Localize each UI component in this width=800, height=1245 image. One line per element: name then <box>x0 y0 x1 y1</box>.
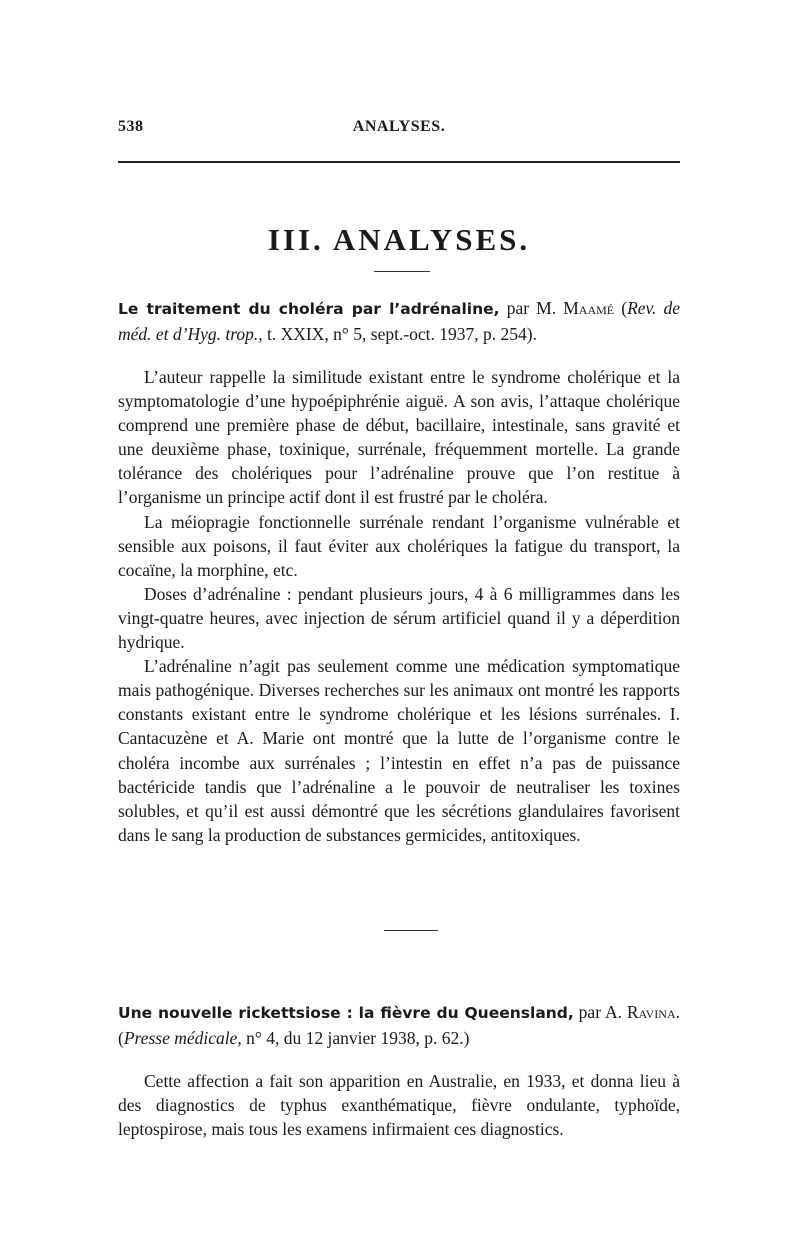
header-rule <box>118 161 680 163</box>
paragraph: Cette affection a fait son apparition en Australie, en 1933, et donna lieu à des diagnostics de typhus exanthématique, fièvre ondulante, typhoïde, leptospirose, mais tous les examens infirmaient ces diagnostics. <box>118 1071 680 1140</box>
article-reference <box>118 1000 680 1051</box>
article-open-paren: . ( <box>118 1002 680 1048</box>
article-reference <box>118 296 680 347</box>
running-title: ANALYSES. <box>352 118 446 135</box>
article-1 <box>118 296 680 847</box>
article-details: t. XXIX, n° 5, sept.-oct. 1937, p. 254). <box>267 324 537 344</box>
article-author: Maamé <box>563 298 615 318</box>
article-title: Une nouvelle rickettsiose : la fièvre du Queensland, <box>118 1004 574 1022</box>
paragraph: L’adrénaline n’agit pas seulement comme une médication symptomatique mais pathogénique. Diverses recherches sur les animaux ont montré les rapports constants existant entre le syndrome cholérique et les lésions surrénales. I. Cantacuzène et A. Marie ont montré que la lutte de l’organisme contre le choléra incombe aux surrénales ; l’intestin en effet n’a pas de puissance bactéricide tandis que l’adrénaline a le pouvoir de neutraliser les toxines solubles, et qu’il est aussi démontré que les sécrétions glandulaires favorisent dans le sang la production de substances germicides, antitoxiques. <box>118 656 680 845</box>
running-head <box>118 118 680 144</box>
article-author: Ravina <box>626 1002 676 1022</box>
article-divider <box>384 930 438 931</box>
article-body <box>118 1069 680 1141</box>
article-journal: Presse médicale, <box>123 1028 242 1048</box>
paragraph: La méiopragie fonctionnelle surrénale rendant l’organisme vulnérable et sensible aux poisons, il faut éviter aux cholériques la fatigue du transport, la cocaïne, la morphine, etc. <box>118 511 680 580</box>
article-details: n° 4, du 12 janvier 1938, p. 62.) <box>246 1028 470 1048</box>
article-2 <box>118 1000 680 1141</box>
article-open-paren: ( <box>621 298 628 318</box>
article-by: par M. <box>506 298 557 318</box>
page-number: 538 <box>118 118 144 135</box>
section-divider <box>374 271 430 272</box>
paragraph: L’auteur rappelle la similitude existant entre le syndrome cholérique et la symptomatologie d’une hypoépiphrénie aiguë. A son avis, l’attaque cholérique comprend une première phase de début, bacillaire, intestinale, sans gravité et une deuxième phase, toxinique, surrénale, fréquemment mortelle. La grande tolérance des cholériques pour l’adrénaline prouve que l’on restitue à l’organisme un principe actif dont il est frustré par le choléra. <box>118 367 680 508</box>
section-title: III. ANALYSES. <box>267 222 531 257</box>
article-author-initial: A. <box>604 1002 622 1022</box>
article-journal: Rev. de méd. et d’Hyg. trop., <box>118 298 681 344</box>
paragraph: Doses d’adrénaline : pendant plusieurs jours, 4 à 6 milligrammes dans les vingt-quatre heures, avec injection de sérum artificiel quand il y a déperdition hydrique. <box>118 583 680 653</box>
article-by: par <box>578 1002 602 1022</box>
article-body <box>118 365 680 847</box>
article-title: Le traitement du choléra par l’adrénaline, <box>118 300 500 318</box>
